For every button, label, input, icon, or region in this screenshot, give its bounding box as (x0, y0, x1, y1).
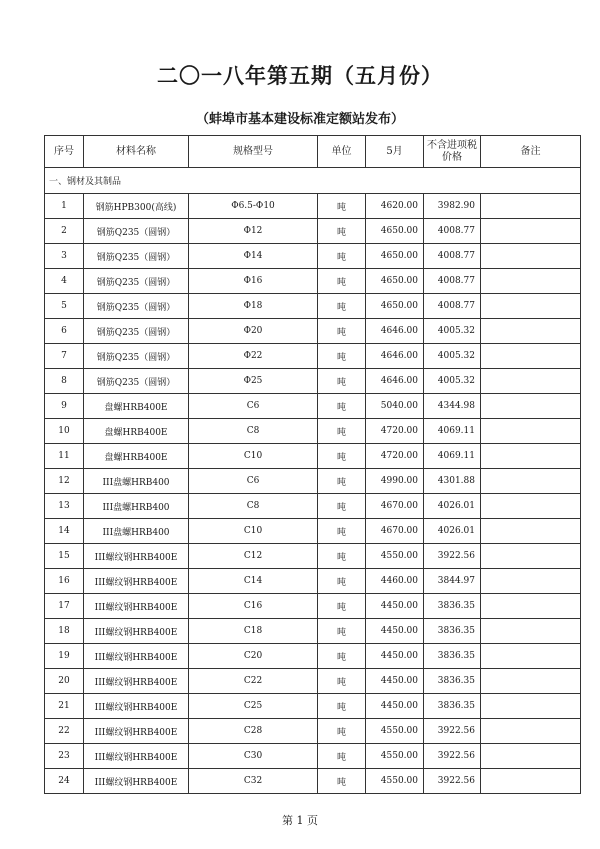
table-row (45, 669, 581, 694)
remarks-cell (481, 369, 581, 394)
row-index-cell: 8 (45, 369, 84, 394)
remarks-cell (481, 494, 581, 519)
document-title: 二〇一八年第五期（五月份） (157, 63, 443, 88)
remarks-cell (481, 319, 581, 344)
material-name-cell: III盘螺HRB400 (84, 494, 189, 519)
price-excl-tax-cell: 4005.32 (424, 319, 481, 344)
unit-cell: 吨 (318, 494, 366, 519)
remarks-cell (481, 444, 581, 469)
row-index-cell: 14 (45, 519, 84, 544)
price-excl-tax-cell: 3836.35 (424, 669, 481, 694)
price-excl-tax-cell: 4026.01 (424, 494, 481, 519)
spec-cell: Φ25 (189, 369, 318, 394)
month-price-cell: 4620.00 (366, 194, 424, 219)
price-excl-tax-cell: 4344.98 (424, 394, 481, 419)
spec-cell: C8 (189, 419, 318, 444)
material-name-cell: III盘螺HRB400 (84, 469, 189, 494)
remarks-cell (481, 694, 581, 719)
price-excl-tax-cell: 3922.56 (424, 744, 481, 769)
table-row (45, 394, 581, 419)
row-index-cell: 3 (45, 244, 84, 269)
remarks-cell (481, 644, 581, 669)
unit-cell: 吨 (318, 769, 366, 794)
unit-cell: 吨 (318, 344, 366, 369)
unit-cell: 吨 (318, 194, 366, 219)
spec-cell: Φ6.5-Φ10 (189, 194, 318, 219)
material-name-cell: III螺纹钢HRB400E (84, 619, 189, 644)
spec-cell: C6 (189, 394, 318, 419)
price-excl-tax-cell: 4005.32 (424, 369, 481, 394)
table-row (45, 519, 581, 544)
price-excl-tax-cell: 3836.35 (424, 644, 481, 669)
remarks-cell (481, 769, 581, 794)
price-excl-tax-cell: 4008.77 (424, 294, 481, 319)
spec-cell: C12 (189, 544, 318, 569)
material-name-cell: 盘螺HRB400E (84, 394, 189, 419)
price-excl-tax-cell: 3982.90 (424, 194, 481, 219)
month-price-cell: 4646.00 (366, 344, 424, 369)
header-month-price: 5月 (366, 136, 424, 168)
spec-cell: Φ20 (189, 319, 318, 344)
unit-cell: 吨 (318, 719, 366, 744)
material-name-cell: 钢筋Q235（圆钢） (84, 344, 189, 369)
row-index-cell: 17 (45, 594, 84, 619)
unit-cell: 吨 (318, 519, 366, 544)
month-price-cell: 4650.00 (366, 219, 424, 244)
spec-cell: C28 (189, 719, 318, 744)
month-price-cell: 4670.00 (366, 519, 424, 544)
unit-cell: 吨 (318, 669, 366, 694)
price-excl-tax-cell: 4005.32 (424, 344, 481, 369)
remarks-cell (481, 594, 581, 619)
table-row (45, 419, 581, 444)
month-price-cell: 4650.00 (366, 244, 424, 269)
unit-cell: 吨 (318, 619, 366, 644)
row-index-cell: 22 (45, 719, 84, 744)
row-index-cell: 24 (45, 769, 84, 794)
material-name-cell: III螺纹钢HRB400E (84, 569, 189, 594)
material-name-cell: 钢筋Q235（圆钢） (84, 219, 189, 244)
month-price-cell: 4450.00 (366, 619, 424, 644)
table-row (45, 369, 581, 394)
price-excl-tax-cell: 3922.56 (424, 719, 481, 744)
remarks-cell (481, 619, 581, 644)
material-name-cell: 钢筋Q235（圆钢） (84, 369, 189, 394)
material-name-cell: III螺纹钢HRB400E (84, 769, 189, 794)
table-header-row (45, 136, 581, 168)
table-row (45, 219, 581, 244)
row-index-cell: 9 (45, 394, 84, 419)
remarks-cell (481, 394, 581, 419)
spec-cell: Φ18 (189, 294, 318, 319)
row-index-cell: 23 (45, 744, 84, 769)
month-price-cell: 4450.00 (366, 644, 424, 669)
month-price-cell: 4646.00 (366, 369, 424, 394)
spec-cell: C18 (189, 619, 318, 644)
row-index-cell: 7 (45, 344, 84, 369)
month-price-cell: 5040.00 (366, 394, 424, 419)
spec-cell: Φ14 (189, 244, 318, 269)
material-name-cell: III螺纹钢HRB400E (84, 719, 189, 744)
unit-cell: 吨 (318, 219, 366, 244)
row-index-cell: 4 (45, 269, 84, 294)
page-number: 第 1 页 (282, 814, 318, 827)
price-excl-tax-cell: 3922.56 (424, 544, 481, 569)
unit-cell: 吨 (318, 269, 366, 294)
remarks-cell (481, 269, 581, 294)
table-row (45, 694, 581, 719)
remarks-cell (481, 519, 581, 544)
unit-cell: 吨 (318, 694, 366, 719)
remarks-cell (481, 744, 581, 769)
table-row (45, 244, 581, 269)
material-name-cell: 钢筋Q235（圆钢） (84, 269, 189, 294)
spec-cell: Φ12 (189, 219, 318, 244)
spec-cell: C10 (189, 444, 318, 469)
material-name-cell: 钢筋HPB300(高线) (84, 194, 189, 219)
spec-cell: C14 (189, 569, 318, 594)
row-index-cell: 21 (45, 694, 84, 719)
table-row (45, 494, 581, 519)
row-index-cell: 16 (45, 569, 84, 594)
row-index-cell: 20 (45, 669, 84, 694)
price-excl-tax-cell: 3922.56 (424, 769, 481, 794)
month-price-cell: 4650.00 (366, 294, 424, 319)
month-price-cell: 4460.00 (366, 569, 424, 594)
price-excl-tax-cell: 4026.01 (424, 519, 481, 544)
material-name-cell: III螺纹钢HRB400E (84, 544, 189, 569)
spec-cell: C8 (189, 494, 318, 519)
spec-cell: C32 (189, 769, 318, 794)
section-row (45, 168, 581, 194)
unit-cell: 吨 (318, 419, 366, 444)
month-price-cell: 4550.00 (366, 719, 424, 744)
table-row (45, 294, 581, 319)
table-row (45, 319, 581, 344)
price-excl-tax-cell: 3836.35 (424, 619, 481, 644)
unit-cell: 吨 (318, 369, 366, 394)
price-excl-tax-cell: 4008.77 (424, 244, 481, 269)
price-table (44, 135, 581, 794)
spec-cell: C30 (189, 744, 318, 769)
spec-cell: C25 (189, 694, 318, 719)
remarks-cell (481, 244, 581, 269)
row-index-cell: 2 (45, 219, 84, 244)
price-excl-tax-cell: 3836.35 (424, 594, 481, 619)
unit-cell: 吨 (318, 744, 366, 769)
month-price-cell: 4450.00 (366, 594, 424, 619)
header-unit: 单位 (318, 136, 366, 168)
table-row (45, 269, 581, 294)
table-row (45, 444, 581, 469)
table-row (45, 719, 581, 744)
section-label: 一、钢材及其制品 (45, 168, 581, 194)
row-index-cell: 6 (45, 319, 84, 344)
month-price-cell: 4550.00 (366, 744, 424, 769)
table-row (45, 594, 581, 619)
material-name-cell: 钢筋Q235（圆钢） (84, 319, 189, 344)
remarks-cell (481, 469, 581, 494)
header-index: 序号 (45, 136, 84, 168)
row-index-cell: 12 (45, 469, 84, 494)
price-excl-tax-cell: 4069.11 (424, 444, 481, 469)
row-index-cell: 18 (45, 619, 84, 644)
table-row (45, 644, 581, 669)
spec-cell: C20 (189, 644, 318, 669)
row-index-cell: 10 (45, 419, 84, 444)
table-row (45, 194, 581, 219)
remarks-cell (481, 194, 581, 219)
month-price-cell: 4720.00 (366, 419, 424, 444)
row-index-cell: 19 (45, 644, 84, 669)
material-name-cell: 盘螺HRB400E (84, 444, 189, 469)
unit-cell: 吨 (318, 394, 366, 419)
remarks-cell (481, 544, 581, 569)
header-price-excl-tax: 不含进项税价格 (424, 136, 481, 168)
unit-cell: 吨 (318, 444, 366, 469)
table-row (45, 744, 581, 769)
price-excl-tax-cell: 4008.77 (424, 219, 481, 244)
spec-cell: C22 (189, 669, 318, 694)
spec-cell: C10 (189, 519, 318, 544)
unit-cell: 吨 (318, 319, 366, 344)
unit-cell: 吨 (318, 469, 366, 494)
month-price-cell: 4450.00 (366, 669, 424, 694)
table-row (45, 544, 581, 569)
material-name-cell: 盘螺HRB400E (84, 419, 189, 444)
unit-cell: 吨 (318, 244, 366, 269)
row-index-cell: 5 (45, 294, 84, 319)
material-name-cell: III螺纹钢HRB400E (84, 594, 189, 619)
document-subtitle: （蚌埠市基本建设标准定额站发布） (195, 112, 404, 127)
material-name-cell: III螺纹钢HRB400E (84, 669, 189, 694)
unit-cell: 吨 (318, 569, 366, 594)
month-price-cell: 4550.00 (366, 544, 424, 569)
table-row (45, 619, 581, 644)
spec-cell: Φ22 (189, 344, 318, 369)
header-remarks: 备注 (481, 136, 581, 168)
remarks-cell (481, 419, 581, 444)
remarks-cell (481, 344, 581, 369)
unit-cell: 吨 (318, 594, 366, 619)
price-excl-tax-cell: 4008.77 (424, 269, 481, 294)
remarks-cell (481, 294, 581, 319)
remarks-cell (481, 669, 581, 694)
price-excl-tax-cell: 3844.97 (424, 569, 481, 594)
material-name-cell: III螺纹钢HRB400E (84, 644, 189, 669)
material-name-cell: III螺纹钢HRB400E (84, 694, 189, 719)
row-index-cell: 15 (45, 544, 84, 569)
header-material-name: 材料名称 (84, 136, 189, 168)
header-spec: 规格型号 (189, 136, 318, 168)
month-price-cell: 4990.00 (366, 469, 424, 494)
row-index-cell: 13 (45, 494, 84, 519)
price-excl-tax-cell: 3836.35 (424, 694, 481, 719)
month-price-cell: 4646.00 (366, 319, 424, 344)
table-row (45, 344, 581, 369)
material-name-cell: 钢筋Q235（圆钢） (84, 294, 189, 319)
unit-cell: 吨 (318, 544, 366, 569)
unit-cell: 吨 (318, 644, 366, 669)
month-price-cell: 4550.00 (366, 769, 424, 794)
remarks-cell (481, 219, 581, 244)
material-name-cell: III盘螺HRB400 (84, 519, 189, 544)
month-price-cell: 4670.00 (366, 494, 424, 519)
table-row (45, 569, 581, 594)
price-excl-tax-cell: 4301.88 (424, 469, 481, 494)
remarks-cell (481, 569, 581, 594)
remarks-cell (481, 719, 581, 744)
unit-cell: 吨 (318, 294, 366, 319)
month-price-cell: 4720.00 (366, 444, 424, 469)
material-name-cell: 钢筋Q235（圆钢） (84, 244, 189, 269)
month-price-cell: 4650.00 (366, 269, 424, 294)
price-excl-tax-cell: 4069.11 (424, 419, 481, 444)
material-name-cell: III螺纹钢HRB400E (84, 744, 189, 769)
row-index-cell: 11 (45, 444, 84, 469)
table-row (45, 769, 581, 794)
spec-cell: Φ16 (189, 269, 318, 294)
spec-cell: C6 (189, 469, 318, 494)
spec-cell: C16 (189, 594, 318, 619)
month-price-cell: 4450.00 (366, 694, 424, 719)
row-index-cell: 1 (45, 194, 84, 219)
table-row (45, 469, 581, 494)
